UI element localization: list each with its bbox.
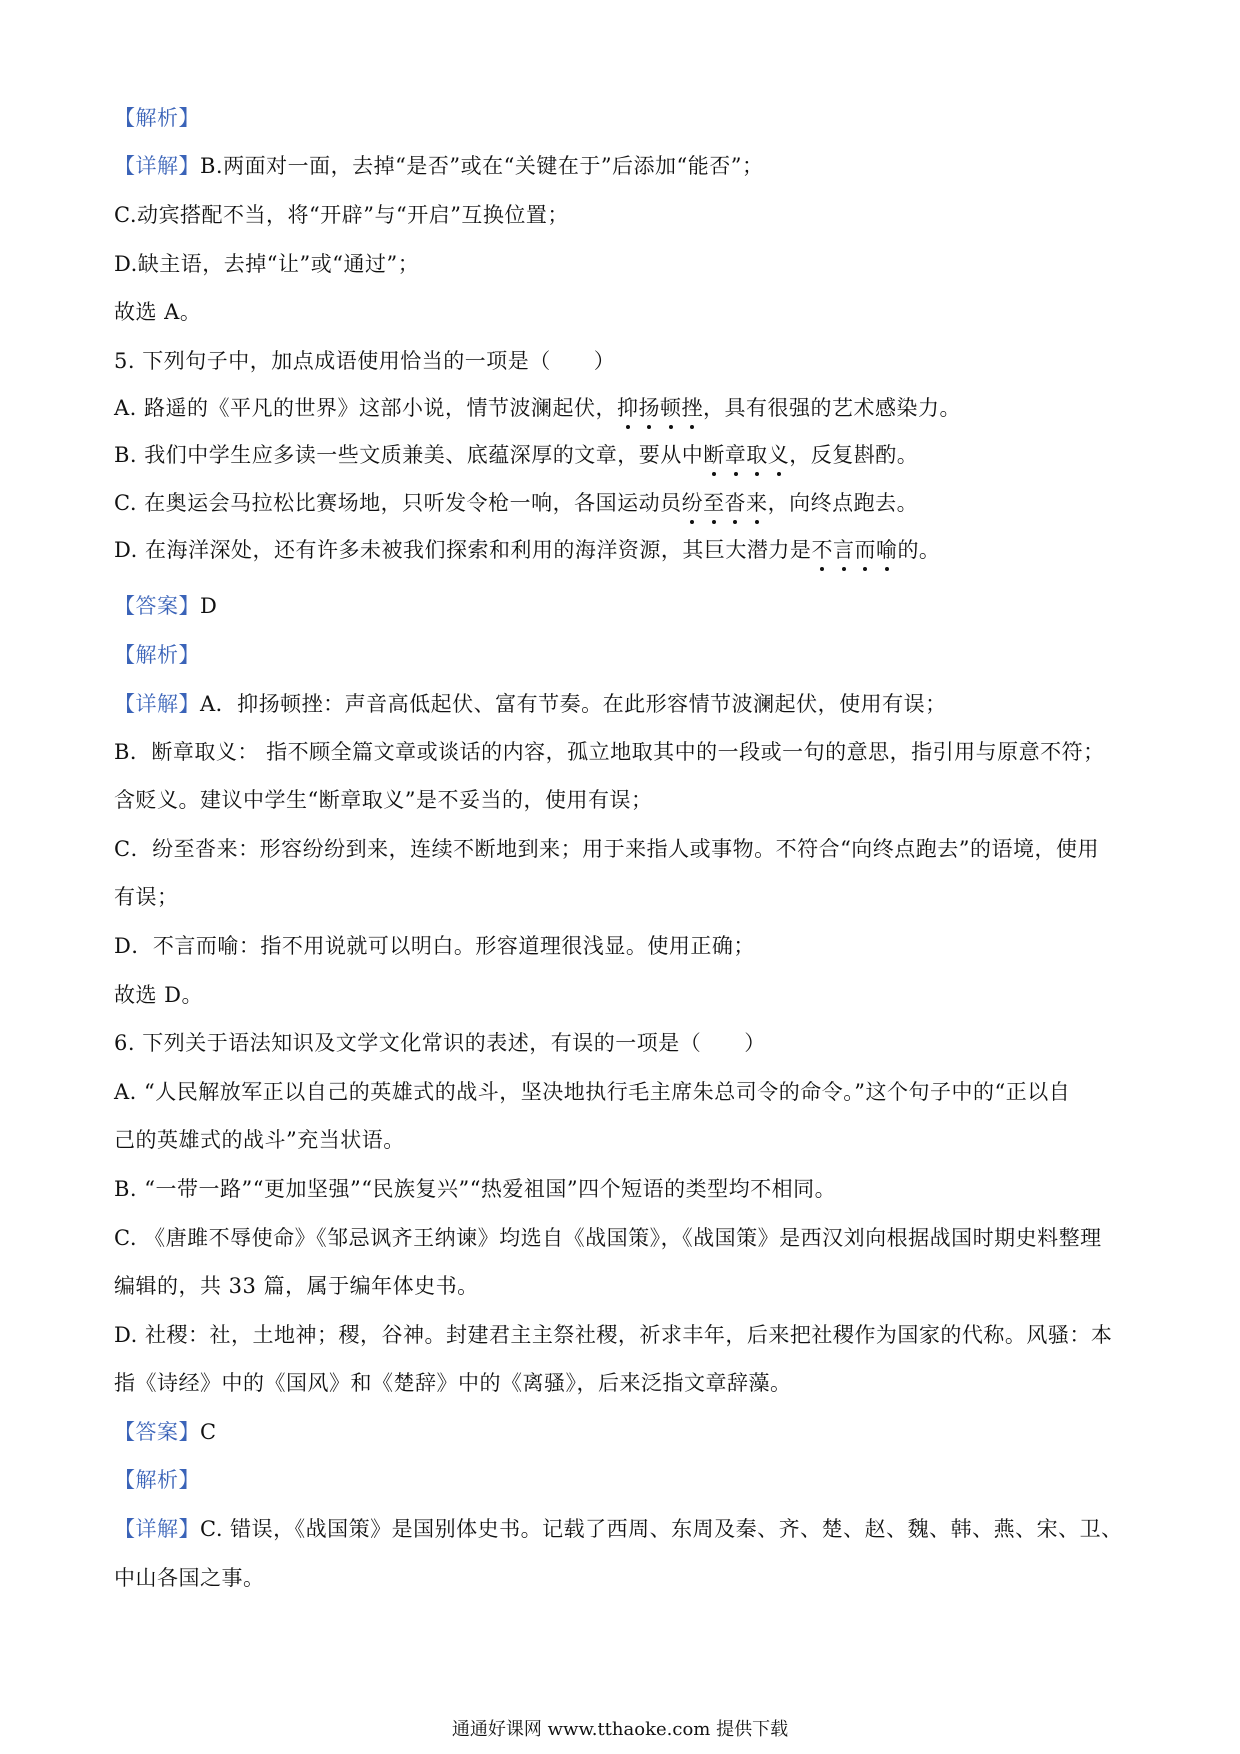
- q6-detail-c-text: C. 错误，《战国策》是国别体史书。记载了西周、东周及秦、齐、楚、赵、魏、韩、燕、宋、卫、: [200, 1517, 1123, 1541]
- q4-conclusion: 故选 A。: [114, 300, 202, 324]
- dotted-char: 断: [703, 440, 725, 470]
- q6-detail-c-line2: 中山各国之事。: [114, 1566, 265, 1590]
- answer-value: D: [200, 594, 218, 618]
- dotted-char: 来: [746, 488, 768, 518]
- option-c-text: C. 在奥运会马拉松比赛场地，只听发令枪一响，各国运动员: [114, 491, 682, 515]
- option-b-text: B. 我们中学生应多读一些文质兼美、底蕴深厚的文章，要从中: [114, 443, 704, 467]
- dotted-char: 言: [833, 535, 855, 565]
- q5-option-b: [114, 440, 1130, 470]
- q5-detail-b-line1: B．断章取义： 指不顾全篇文章或谈话的内容，孤立地取其中的一段或一句的意思，指引用与原意不符；: [114, 740, 1105, 764]
- q5-analysis-heading: 【解析】: [114, 643, 200, 667]
- option-c-tail: ，向终点跑去。: [767, 491, 919, 515]
- q6-option-b: B. “一带一路”“更加坚强”“民族复兴”“热爱祖国”四个短语的类型均不相同。: [114, 1177, 837, 1201]
- dotted-char: 章: [725, 440, 747, 470]
- q6-answer: [114, 1417, 1130, 1447]
- q6-option-c-line2: 编辑的，共 33 篇，属于编年体史书。: [114, 1274, 479, 1298]
- dotted-char: 义: [768, 440, 790, 470]
- dotted-char: 喻: [876, 535, 898, 565]
- option-a-text: A. 路遥的《平凡的世界》这部小说，情节波澜起伏，: [114, 396, 618, 420]
- detail-tag: 【详解】: [114, 1517, 200, 1541]
- dotted-char: 不: [811, 535, 833, 565]
- page-footer: 通通好课网 www.tthaoke.com 提供下载: [451, 1719, 789, 1740]
- q5-option-c: [114, 488, 1130, 518]
- q6-detail-c-line1: [114, 1514, 1130, 1544]
- q5-stem: 5. 下列句子中，加点成语使用恰当的一项是（ ）: [114, 349, 616, 373]
- q5-conclusion: 故选 D。: [114, 983, 204, 1007]
- dotted-char: 挫: [682, 393, 704, 423]
- dotted-char: 抑: [617, 393, 639, 423]
- option-d-tail: 的。: [897, 538, 941, 562]
- detail-tag: 【详解】: [114, 154, 200, 178]
- dotted-char: 扬: [639, 393, 661, 423]
- q6-option-c-line1: C. 《唐雎不辱使命》《邹忌讽齐王纳谏》均选自《战国策》，《战国策》是西汉刘向根据战国时期史料整理: [114, 1226, 1102, 1250]
- q6-option-d-line1: D. 社稷：社，土地神；稷，谷神。封建君主主祭社稷，祈求丰年，后来把社稷作为国家的代称。风骚：本: [114, 1323, 1113, 1347]
- option-d-text: D. 在海洋深处，还有许多未被我们探索和利用的海洋资源，其巨大潜力是: [114, 538, 812, 562]
- dotted-char: 纷: [682, 488, 704, 518]
- answer-value: C: [200, 1420, 217, 1444]
- option-a-tail: ，具有很强的艺术感染力。: [703, 396, 962, 420]
- q6-option-a-line2: 己的英雄式的战斗”充当状语。: [114, 1128, 405, 1152]
- detail-tag: 【详解】: [114, 692, 200, 716]
- q5-detail-a: [114, 689, 1130, 719]
- q6-option-d-line2: 指《诗经》中的《国风》和《楚辞》中的《离骚》，后来泛指文章辞藻。: [114, 1371, 792, 1395]
- q4-detail-b-text: B.两面对一面，去掉“是否”或在“关键在于”后添加“能否”；: [200, 154, 764, 178]
- q5-answer: [114, 591, 1130, 621]
- q6-analysis-heading: 【解析】: [114, 1468, 200, 1492]
- answer-tag: 【答案】: [114, 594, 200, 618]
- q6-stem: 6. 下列关于语法知识及文学文化常识的表述，有误的一项是（ ）: [114, 1031, 766, 1055]
- q5-detail-a-text: A．抑扬顿挫：声音高低起伏、富有节奏。在此形容情节波澜起伏，使用有误；: [200, 692, 947, 716]
- dotted-char: 取: [746, 440, 768, 470]
- q5-detail-c-line2: 有误；: [114, 885, 179, 909]
- dotted-char: 顿: [660, 393, 682, 423]
- q6-option-a-line1: A. “人民解放军正以自己的英雄式的战斗，坚决地执行毛主席朱总司令的命令。”这个句子中的“正以自: [114, 1080, 1071, 1104]
- q5-option-a: [114, 393, 1130, 423]
- q4-detail-c: C.动宾搭配不当，将“开辟”与“开启”互换位置；: [114, 203, 569, 227]
- q4-analysis-heading: 【解析】: [114, 106, 200, 130]
- answer-tag: 【答案】: [114, 1420, 200, 1444]
- q5-detail-b-line2: 含贬义。建议中学生“断章取义”是不妥当的，使用有误；: [114, 788, 653, 812]
- q4-detail-b: [114, 151, 1130, 181]
- dotted-char: 至: [703, 488, 725, 518]
- q5-option-d: [114, 535, 1130, 565]
- q5-detail-c-line1: C．纷至沓来：形容纷纷到来，连续不断地到来；用于来指人或事物。不符合“向终点跑去”的语境，使用: [114, 837, 1100, 861]
- q5-detail-d: D．不言而喻：指不用说就可以明白。形容道理很浅显。使用正确；: [114, 934, 755, 958]
- dotted-char: 沓: [725, 488, 747, 518]
- option-b-tail: ，反复斟酌。: [789, 443, 919, 467]
- dotted-char: 而: [854, 535, 876, 565]
- q4-detail-d: D.缺主语，去掉“让”或“通过”；: [114, 252, 420, 276]
